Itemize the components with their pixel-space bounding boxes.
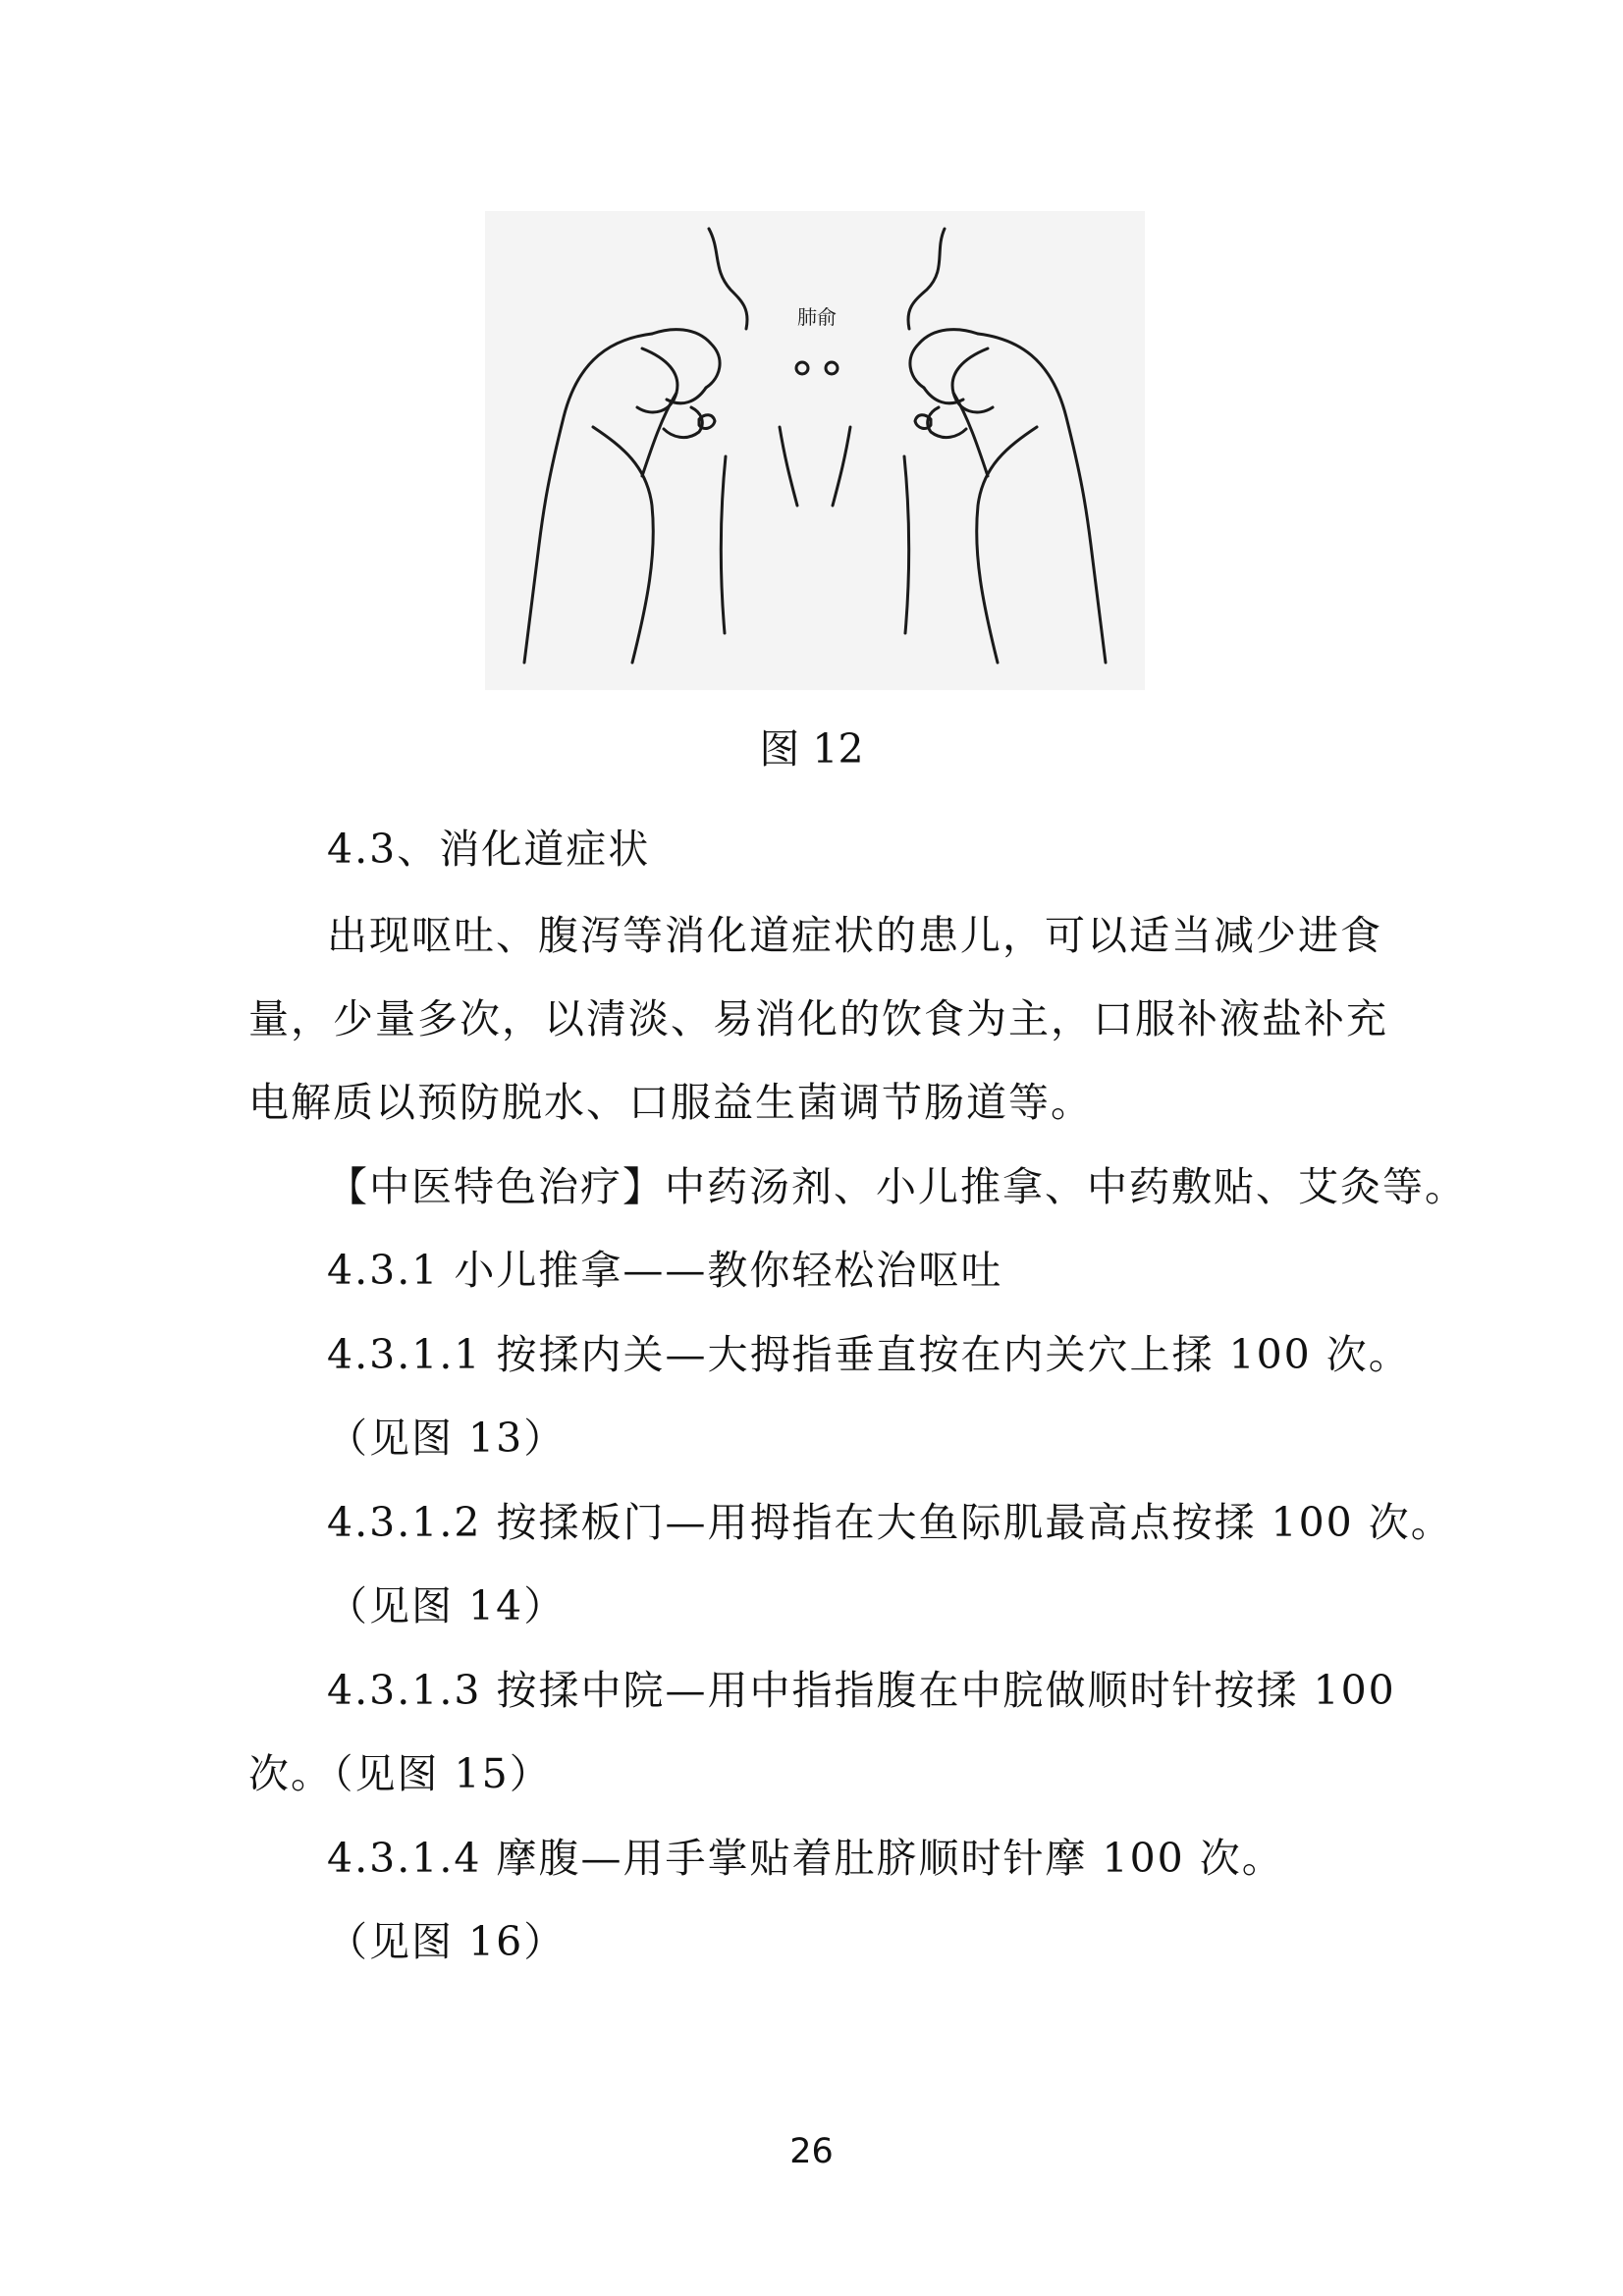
back-massage-drawing xyxy=(485,211,1145,690)
paragraph-line: 电解质以预防脱水、口服益生菌调节肠道等。 xyxy=(248,1079,1093,1126)
figure-reference: （见图 14） xyxy=(327,1582,567,1629)
acupoint-label: 肺俞 xyxy=(797,305,837,329)
paragraph-line: 量，少量多次，以清淡、易消化的饮食为主，口服补液盐补充 xyxy=(248,995,1388,1042)
section-heading: 4.3、消化道症状 xyxy=(327,826,651,873)
figure-caption: 图 12 xyxy=(759,725,864,773)
subsection-heading: 4.3.1 小儿推拿——教你轻松治呕吐 xyxy=(327,1247,1003,1294)
figure-reference: （见图 13） xyxy=(327,1415,567,1462)
paragraph-line: 4.3.1.3 按揉中院—用中指指腹在中脘做顺时针按揉 100 xyxy=(327,1667,1396,1714)
paragraph-line: 4.3.1.4 摩腹—用手掌贴着肚脐顺时针摩 100 次。 xyxy=(327,1835,1284,1882)
paragraph-line: 4.3.1.2 按揉板门—用拇指在大鱼际肌最高点按揉 100 次。 xyxy=(327,1499,1453,1546)
paragraph-line: 4.3.1.1 按揉内关—大拇指垂直按在内关穴上揉 100 次。 xyxy=(327,1331,1411,1378)
paragraph-line: 出现呕吐、腹泻等消化道症状的患儿，可以适当减少进食 xyxy=(327,912,1382,959)
figure-reference: （见图 16） xyxy=(327,1918,567,1965)
figure-illustration xyxy=(485,211,1145,690)
paragraph-line: 【中医特色治疗】中药汤剂、小儿推拿、中药敷贴、艾灸等。 xyxy=(327,1163,1467,1210)
page-number: 26 xyxy=(789,2132,834,2171)
paragraph-line: 次。（见图 15） xyxy=(248,1750,552,1797)
